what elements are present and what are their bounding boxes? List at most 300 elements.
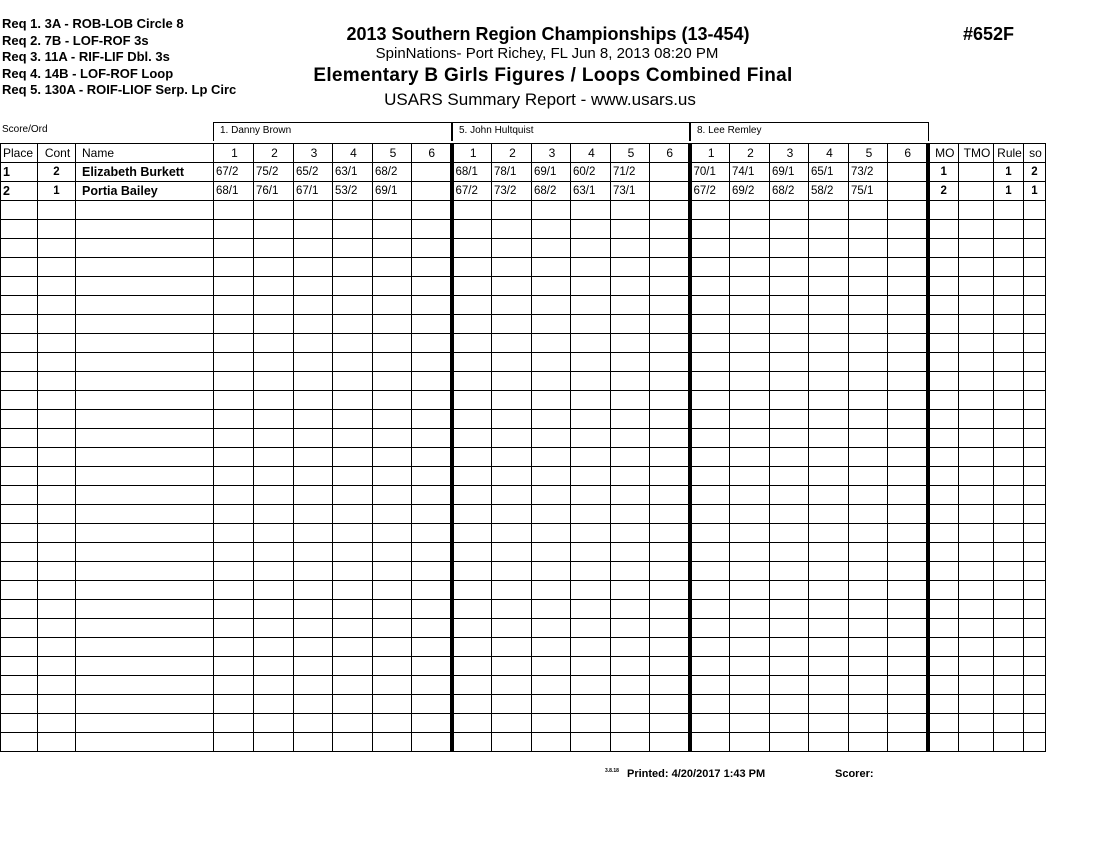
score-cell	[532, 239, 571, 258]
score-cell	[214, 638, 254, 657]
empty-row	[1, 258, 1046, 277]
score-cell	[452, 220, 492, 239]
score-cell	[214, 220, 254, 239]
rule-cell	[994, 543, 1024, 562]
tmo-cell	[959, 676, 994, 695]
skater-name-cell	[76, 239, 214, 258]
score-cell	[373, 410, 412, 429]
tmo-cell	[959, 239, 994, 258]
score-cell	[770, 334, 809, 353]
score-cell	[690, 505, 730, 524]
mo-cell	[928, 258, 959, 277]
score-cell	[294, 296, 333, 315]
score-cell	[532, 277, 571, 296]
score-cell: 65/2	[294, 163, 333, 182]
score-cell	[888, 695, 928, 714]
skater-name-cell	[76, 543, 214, 562]
score-cell	[214, 391, 254, 410]
skater-name-cell: Portia Bailey	[76, 182, 214, 201]
score-cell	[214, 258, 254, 277]
mo-cell	[928, 277, 959, 296]
score-cell: 73/1	[611, 182, 650, 201]
score-cell	[690, 581, 730, 600]
score-cell	[809, 562, 849, 581]
place-cell	[1, 733, 38, 752]
empty-row	[1, 353, 1046, 372]
score-cell	[650, 657, 690, 676]
cont-cell	[38, 638, 76, 657]
score-cell	[770, 657, 809, 676]
skater-name-cell	[76, 201, 214, 220]
score-cell	[412, 524, 452, 543]
score-cell	[888, 220, 928, 239]
score-cell	[809, 296, 849, 315]
fig-header: 4	[333, 144, 373, 163]
score-cell	[492, 562, 532, 581]
rule-cell: 1	[994, 182, 1024, 201]
empty-row	[1, 543, 1046, 562]
score-cell	[888, 334, 928, 353]
skater-name-cell	[76, 410, 214, 429]
cont-cell	[38, 429, 76, 448]
rule-cell	[994, 562, 1024, 581]
score-cell	[650, 600, 690, 619]
place-cell	[1, 543, 38, 562]
score-cell	[888, 239, 928, 258]
so-cell	[1024, 334, 1046, 353]
score-cell	[532, 353, 571, 372]
score-cell	[532, 562, 571, 581]
score-cell	[611, 448, 650, 467]
mo-cell	[928, 410, 959, 429]
score-cell	[809, 391, 849, 410]
score-cell	[492, 619, 532, 638]
score-cell	[849, 714, 888, 733]
score-cell	[809, 220, 849, 239]
score-cell	[214, 315, 254, 334]
empty-row	[1, 296, 1046, 315]
score-cell	[373, 258, 412, 277]
score-cell: 68/2	[373, 163, 412, 182]
score-cell	[730, 619, 770, 638]
score-cell	[492, 733, 532, 752]
score-cell	[809, 714, 849, 733]
score-cell	[571, 733, 611, 752]
score-cell	[611, 619, 650, 638]
score-cell	[809, 315, 849, 334]
score-cell	[571, 505, 611, 524]
score-cell	[452, 315, 492, 334]
empty-row	[1, 733, 1046, 752]
score-cell	[770, 638, 809, 657]
score-cell: 73/2	[849, 163, 888, 182]
cont-cell	[38, 543, 76, 562]
score-cell	[650, 296, 690, 315]
cont-cell	[38, 619, 76, 638]
skater-name-cell	[76, 600, 214, 619]
score-cell	[412, 201, 452, 220]
score-cell	[412, 372, 452, 391]
score-cell	[849, 581, 888, 600]
score-cell	[571, 676, 611, 695]
score-cell	[730, 714, 770, 733]
score-cell	[333, 296, 373, 315]
score-cell	[849, 334, 888, 353]
score-cell	[650, 372, 690, 391]
score-cell	[412, 619, 452, 638]
cont-cell: 1	[38, 182, 76, 201]
score-cell	[254, 334, 294, 353]
score-cell	[730, 524, 770, 543]
score-cell	[333, 220, 373, 239]
score-cell	[849, 619, 888, 638]
score-cell	[452, 372, 492, 391]
score-cell	[650, 163, 690, 182]
rule-cell	[994, 486, 1024, 505]
score-cell: 74/1	[730, 163, 770, 182]
cont-cell	[38, 486, 76, 505]
score-cell	[849, 410, 888, 429]
rule-cell	[994, 315, 1024, 334]
rule-cell	[994, 353, 1024, 372]
empty-row	[1, 448, 1046, 467]
score-cell: 73/2	[492, 182, 532, 201]
score-cell	[412, 657, 452, 676]
score-cell	[730, 581, 770, 600]
score-cell	[294, 277, 333, 296]
cont-cell	[38, 201, 76, 220]
score-cell	[214, 448, 254, 467]
score-cell: 63/1	[571, 182, 611, 201]
score-cell	[254, 543, 294, 562]
place-cell	[1, 410, 38, 429]
score-cell	[254, 277, 294, 296]
score-cell	[571, 695, 611, 714]
score-cell	[373, 448, 412, 467]
score-cell	[650, 220, 690, 239]
score-cell	[888, 600, 928, 619]
fig-header: 5	[611, 144, 650, 163]
score-cell	[849, 391, 888, 410]
score-cell	[571, 638, 611, 657]
score-cell	[650, 581, 690, 600]
score-cell	[373, 543, 412, 562]
score-cell	[532, 258, 571, 277]
score-cell	[254, 600, 294, 619]
score-cell	[373, 277, 412, 296]
score-cell	[650, 619, 690, 638]
so-cell	[1024, 619, 1046, 638]
score-cell	[214, 296, 254, 315]
empty-row	[1, 391, 1046, 410]
score-cell	[452, 581, 492, 600]
score-cell	[571, 714, 611, 733]
so-cell	[1024, 714, 1046, 733]
score-cell	[650, 638, 690, 657]
score-cell	[888, 315, 928, 334]
score-cell	[849, 315, 888, 334]
place-cell: 1	[1, 163, 38, 182]
score-cell	[333, 676, 373, 695]
score-cell	[254, 315, 294, 334]
score-cell	[294, 315, 333, 334]
mo-cell	[928, 486, 959, 505]
score-cell	[611, 524, 650, 543]
so-cell	[1024, 695, 1046, 714]
score-cell	[492, 315, 532, 334]
score-cell	[452, 391, 492, 410]
score-cell: 69/1	[373, 182, 412, 201]
score-cell	[809, 638, 849, 657]
score-cell	[333, 600, 373, 619]
score-cell	[214, 714, 254, 733]
score-cell	[849, 733, 888, 752]
score-cell	[611, 486, 650, 505]
mo-cell	[928, 315, 959, 334]
score-cell	[412, 543, 452, 562]
tmo-cell	[959, 220, 994, 239]
score-cell	[294, 486, 333, 505]
score-cell	[492, 220, 532, 239]
score-cell	[452, 353, 492, 372]
score-cell	[412, 600, 452, 619]
place-cell	[1, 201, 38, 220]
score-cell	[571, 296, 611, 315]
score-cell	[373, 733, 412, 752]
score-cell	[452, 277, 492, 296]
score-cell	[254, 619, 294, 638]
score-cell	[611, 429, 650, 448]
requirement-3: Req 3. 11A - RIF-LIF Dbl. 3s	[2, 49, 170, 64]
place-cell	[1, 239, 38, 258]
cont-cell	[38, 220, 76, 239]
score-cell	[214, 505, 254, 524]
cont-cell	[38, 714, 76, 733]
score-cell	[571, 467, 611, 486]
score-cell	[730, 467, 770, 486]
mo-cell	[928, 524, 959, 543]
score-cell	[888, 524, 928, 543]
rule-cell	[994, 391, 1024, 410]
score-cell	[254, 429, 294, 448]
score-cell	[254, 733, 294, 752]
score-cell	[254, 524, 294, 543]
score-cell	[294, 467, 333, 486]
score-cell	[770, 220, 809, 239]
score-cell	[849, 524, 888, 543]
skater-name-cell	[76, 486, 214, 505]
score-cell	[571, 372, 611, 391]
score-cell	[690, 372, 730, 391]
place-cell	[1, 258, 38, 277]
rule-cell	[994, 524, 1024, 543]
score-cell	[214, 372, 254, 391]
place-cell	[1, 277, 38, 296]
score-cell	[770, 353, 809, 372]
score-cell	[730, 543, 770, 562]
score-cell	[532, 372, 571, 391]
mo-cell	[928, 714, 959, 733]
place-cell	[1, 448, 38, 467]
score-cell	[690, 543, 730, 562]
cont-cell	[38, 448, 76, 467]
score-cell	[770, 543, 809, 562]
fig-header: 2	[254, 144, 294, 163]
table-row	[1, 182, 1046, 201]
score-cell	[730, 695, 770, 714]
rule-cell	[994, 619, 1024, 638]
score-cell	[373, 334, 412, 353]
score-cell	[571, 657, 611, 676]
skater-name-cell	[76, 657, 214, 676]
tmo-cell	[959, 277, 994, 296]
score-cell	[849, 638, 888, 657]
cont-cell	[38, 353, 76, 372]
score-cell: 75/2	[254, 163, 294, 182]
place-cell	[1, 619, 38, 638]
score-cell	[373, 714, 412, 733]
score-cell	[412, 296, 452, 315]
score-cell	[492, 524, 532, 543]
mo-cell: 2	[928, 182, 959, 201]
rule-cell	[994, 581, 1024, 600]
score-cell	[532, 448, 571, 467]
score-cell	[611, 258, 650, 277]
score-cell	[412, 695, 452, 714]
score-cell	[611, 676, 650, 695]
fig-header: 5	[849, 144, 888, 163]
score-cell	[532, 391, 571, 410]
cont-cell	[38, 695, 76, 714]
score-cell	[730, 600, 770, 619]
rule-cell	[994, 448, 1024, 467]
score-cell: 76/1	[254, 182, 294, 201]
skater-name-cell: Elizabeth Burkett	[76, 163, 214, 182]
score-cell	[611, 505, 650, 524]
score-cell	[650, 277, 690, 296]
skater-name-cell	[76, 391, 214, 410]
score-cell: 68/2	[770, 182, 809, 201]
score-cell	[532, 733, 571, 752]
score-cell	[809, 657, 849, 676]
score-cell	[690, 353, 730, 372]
so-cell	[1024, 353, 1046, 372]
score-cell: 65/1	[809, 163, 849, 182]
requirement-4: Req 4. 14B - LOF-ROF Loop	[2, 65, 174, 81]
fig-header: 6	[650, 144, 690, 163]
score-cell	[650, 543, 690, 562]
score-cell	[492, 714, 532, 733]
score-cell	[571, 391, 611, 410]
empty-row	[1, 600, 1046, 619]
score-cell	[214, 239, 254, 258]
score-cell	[412, 315, 452, 334]
score-cell	[571, 315, 611, 334]
score-cell	[254, 505, 294, 524]
so-cell	[1024, 657, 1046, 676]
score-cell	[333, 429, 373, 448]
score-cell	[690, 619, 730, 638]
rule-cell: 1	[994, 163, 1024, 182]
score-cell	[611, 391, 650, 410]
score-cell	[412, 562, 452, 581]
score-cell	[730, 334, 770, 353]
score-cell	[730, 657, 770, 676]
place-cell	[1, 657, 38, 676]
so-cell	[1024, 562, 1046, 581]
score-cell	[294, 505, 333, 524]
score-cell	[809, 467, 849, 486]
rule-cell	[994, 258, 1024, 277]
score-cell	[333, 505, 373, 524]
score-cell	[888, 372, 928, 391]
championship-title: 2013 Southern Region Championships (13-454)	[346, 24, 750, 44]
score-cell	[373, 372, 412, 391]
score-cell	[333, 372, 373, 391]
score-cell	[730, 486, 770, 505]
empty-row	[1, 505, 1046, 524]
score-cell	[650, 391, 690, 410]
score-cell	[650, 562, 690, 581]
name-header: Name	[76, 144, 214, 163]
so-cell	[1024, 467, 1046, 486]
empty-row	[1, 638, 1046, 657]
so-cell	[1024, 524, 1046, 543]
score-cell	[333, 353, 373, 372]
score-cell	[690, 486, 730, 505]
place-cell	[1, 296, 38, 315]
score-cell	[294, 562, 333, 581]
score-cell	[770, 733, 809, 752]
score-cell	[452, 657, 492, 676]
score-cell	[730, 239, 770, 258]
score-cell	[532, 505, 571, 524]
score-cell	[294, 543, 333, 562]
score-cell	[294, 619, 333, 638]
score-cell	[532, 486, 571, 505]
score-cell	[809, 277, 849, 296]
score-cell	[888, 676, 928, 695]
score-cell	[849, 258, 888, 277]
tmo-cell	[959, 201, 994, 220]
fig-header: 6	[412, 144, 452, 163]
score-cell	[730, 391, 770, 410]
score-cell	[492, 695, 532, 714]
so-cell	[1024, 315, 1046, 334]
empty-row	[1, 372, 1046, 391]
score-cell	[611, 277, 650, 296]
score-cell	[571, 239, 611, 258]
score-cell	[294, 239, 333, 258]
table-header-row	[1, 144, 1046, 163]
tmo-cell	[959, 581, 994, 600]
score-cell	[492, 353, 532, 372]
score-cell	[214, 277, 254, 296]
skater-name-cell	[76, 733, 214, 752]
score-cell	[690, 676, 730, 695]
score-cell	[532, 657, 571, 676]
mo-cell	[928, 733, 959, 752]
mo-cell	[928, 657, 959, 676]
tmo-header: TMO	[959, 144, 994, 163]
score-cell	[333, 391, 373, 410]
score-cell	[214, 733, 254, 752]
tmo-cell	[959, 296, 994, 315]
score-cell	[730, 372, 770, 391]
place-cell	[1, 714, 38, 733]
score-cell	[571, 277, 611, 296]
score-cell	[214, 486, 254, 505]
